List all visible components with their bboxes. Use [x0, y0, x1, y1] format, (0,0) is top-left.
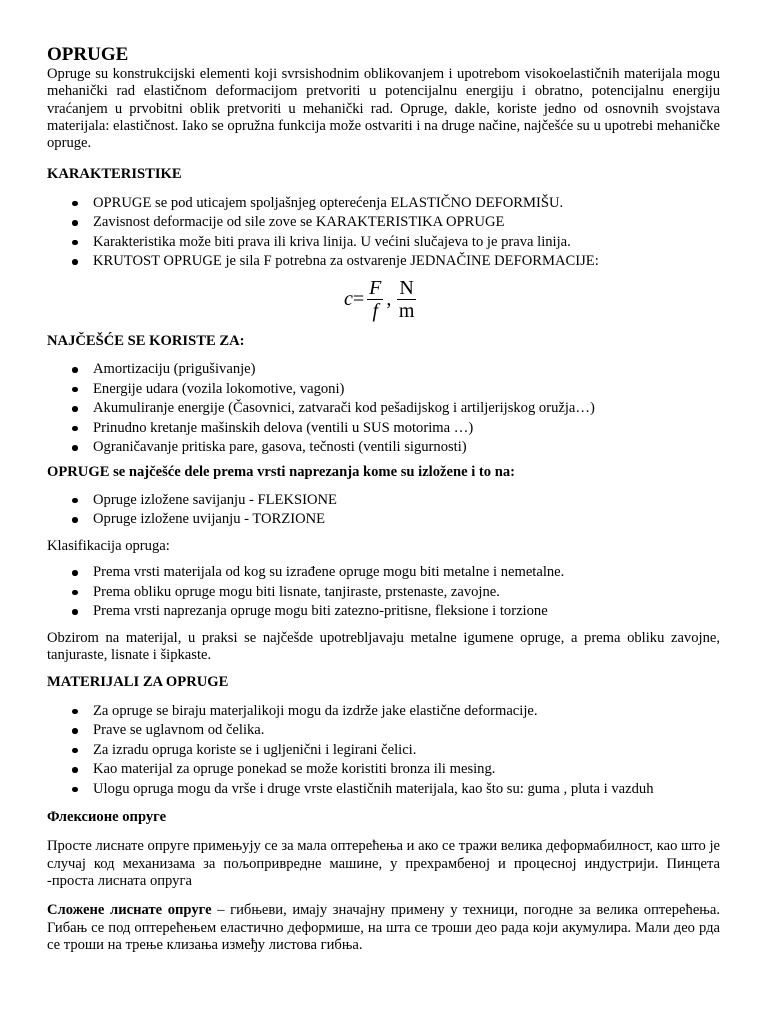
formula-unit [397, 277, 415, 322]
formula-lhs: c [344, 288, 353, 311]
list-item: Energije udara (vozila lokomotive, vagoni) [93, 380, 720, 400]
document-title: OPRUGE [47, 44, 129, 65]
list-item: Akumuliranje energije (Časovnici, zatvarači kod pešadijskog i artiljerijskog oružja…) [93, 399, 720, 419]
formula-comma: , [386, 288, 392, 311]
list-item: Opruge izložene savijanju - FLEKSIONE [93, 491, 720, 511]
list-item: Karakteristika može biti prava ili kriva linija. U većini slučajeva to je prava linija. [93, 233, 720, 253]
document-page [47, 44, 720, 954]
materijali-heading: MATERIJALI ZA OPRUGE [47, 674, 229, 691]
stiffness-formula [47, 275, 720, 327]
formula-unit-denominator: m [398, 300, 415, 323]
formula-numerator: F [369, 277, 382, 300]
list-item: KRUTOST OPRUGE je sila F potrebna za ostvarenje JEDNAČINE DEFORMACIJE: [93, 252, 720, 272]
podela-list [47, 491, 720, 530]
list-item: Prinudno kretanje mašinskih delova (ventili u SUS motorima …) [93, 419, 720, 439]
fleksione-heading: Флексионе опруге [47, 809, 167, 826]
list-item: Ulogu opruga mogu da vrše i druge vrste elastičnih materijala, kao što su: guma , pluta i vazduh [93, 780, 720, 800]
intro-paragraph: Opruge su konstrukcijski elementi koji svrsishodnim oblikovanjem i upotrebom visokoelastičnih materijala mogu mehanički rad elastičnom deformacijom pretvoriti u potencijalnu energiju i obratno, potencijalnu energiju vraćanjem u prvobitni oblik pretvoriti u mehanički rad. Opruge, dakle, koriste jedno od osnovnih svojstava materijala: elastičnost. Iako se opružna funkcija može ostvariti i na druge načine, najčešće su u upotrebi mehaničke opruge. [47, 66, 720, 152]
list-item: Prema obliku opruge mogu biti lisnate, tanjiraste, prstenaste, zavojne. [93, 583, 720, 603]
list-item: Kao materijal za opruge ponekad se može koristiti bronza ili mesing. [93, 760, 720, 780]
formula-fraction [367, 277, 383, 322]
koriste-heading: NAJČEŠĆE SE KORISTE ZA: [47, 332, 245, 349]
list-item: Amortizaciju (prigušivanje) [93, 360, 720, 380]
list-item: Prave se uglavnom od čelika. [93, 721, 720, 741]
koriste-list [47, 360, 720, 458]
list-item: OPRUGE se pod uticajem spoljašnjeg opterećenja ELASTIČNO DEFORMIŠU. [93, 194, 720, 214]
slozene-paragraph [47, 902, 720, 954]
list-item: Za opruge se biraju materjalikoji mogu da izdrže jake elastične deformacije. [93, 702, 720, 722]
formula-denominator: f [372, 300, 379, 323]
klasifikacija-list [47, 563, 720, 622]
formula-equals: = [352, 288, 365, 311]
list-item: Ograničavanje pritiska pare, gasova, tečnosti (ventili sigurnosti) [93, 438, 720, 458]
slozene-text: – гибњеви, имају значајну примену у техници, погодне за велика оптерећења. Гибањ се под оптерећењем еластично деформише, на шта се троши део рада који акумулира. Мали део рда се троши на трење клизања између листова гибња. [47, 902, 720, 953]
list-item: Prema vrsti naprezanja opruge mogu biti zatezno-pritisne, fleksione i torzione [93, 602, 720, 622]
slozene-term: Сложене лиснате опруге [47, 902, 212, 919]
karakteristike-list [47, 194, 720, 272]
list-item: Opruge izložene uvijanju - TORZIONE [93, 510, 720, 530]
list-item: Zavisnost deformacije od sile zove se KARAKTERISTIKA OPRUGE [93, 213, 720, 233]
obzirom-paragraph: Obzirom na materijal, u praksi se najčešde upotrebljavaju metalne igumene opruge, a prema obliku zavojne, tanjuraste, lisnate i šipkaste. [47, 629, 720, 663]
podela-heading: OPRUGE se najčešće dele prema vrsti naprezanja kome su izložene i to na: [47, 463, 516, 480]
list-item: Prema vrsti materijala od kog su izrađene opruge mogu biti metalne i nemetalne. [93, 563, 720, 583]
fleksione-paragraph: Просте лиснате опруге примењују се за мала оптерећења и ако се тражи велика деформабилност, као што је случај код механизама за пољопривредне машине, у прехрамбеној и процесној индустрији. Пинцета -проста лисната опруга [47, 838, 720, 889]
list-item: Za izradu opruga koriste se i ugljenični i legirani čelici. [93, 741, 720, 761]
karakteristike-heading: KARAKTERISTIKE [47, 166, 182, 183]
materijali-list [47, 702, 720, 800]
formula-unit-numerator: N [399, 277, 414, 300]
klasifikacija-heading: Klasifikacija opruga: [47, 537, 170, 554]
